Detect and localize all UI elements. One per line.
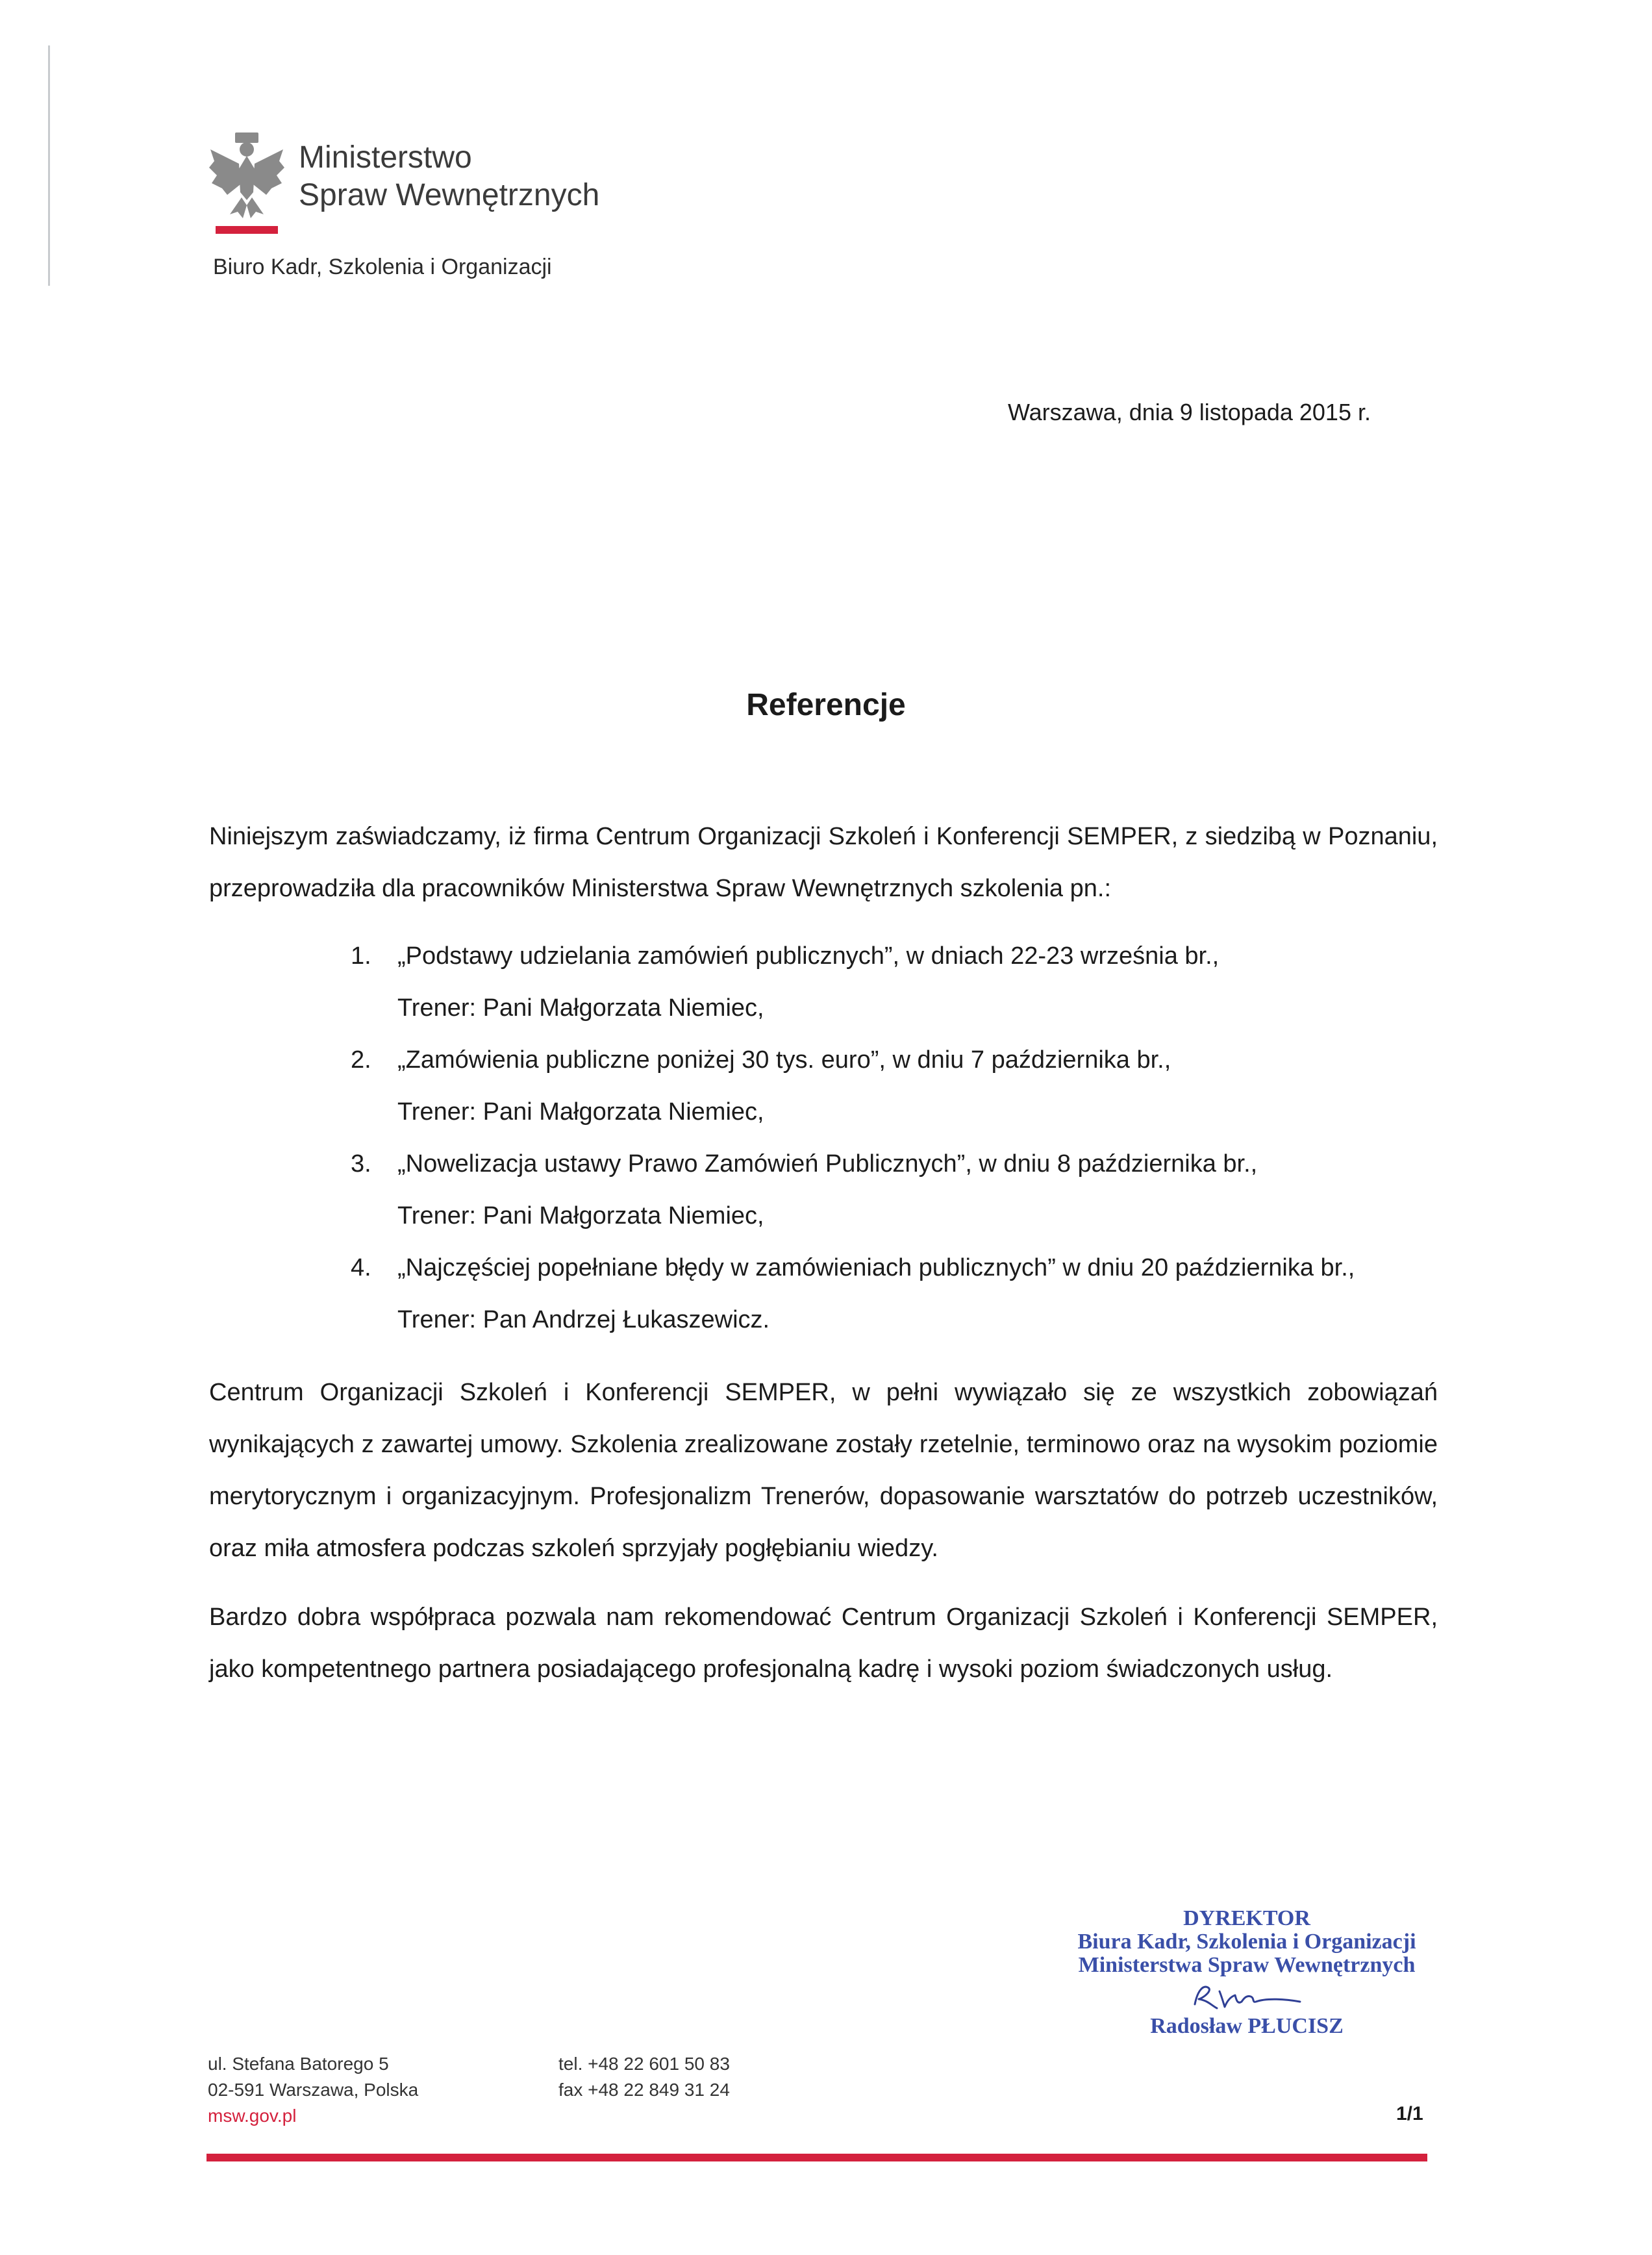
footer-fax: fax +48 22 849 31 24 (558, 2080, 730, 2100)
training-title: „Najczęściej popełniane błędy w zamówieniach publicznych” w dniu 20 października br., (397, 1254, 1355, 1281)
document-title: Referencje (746, 688, 906, 722)
stamp-department: Biura Kadr, Szkolenia i Organizacji (1077, 1930, 1416, 1954)
training-number: 2. (351, 1046, 371, 1074)
training-title: „Podstawy udzielania zamówień publicznych”, w dniach 22-23 września br., (397, 942, 1220, 970)
footer-red-bar (206, 2154, 1427, 2161)
footer-street: ul. Stefana Batorego 5 (208, 2054, 389, 2074)
director-stamp (1026, 1907, 1468, 2038)
training-item (351, 1242, 1455, 1346)
ministry-name-line1: Ministerstwo (299, 140, 472, 175)
stamp-signatory-name: Radosław PŁUCISZ (1150, 2014, 1344, 2038)
training-item (351, 930, 1455, 1034)
page-number: 1/1 (1396, 2103, 1423, 2124)
fulfillment-paragraph: Centrum Organizacji Szkoleń i Konferencji SEMPER, w pełni wywiązało się ze wszystkich zobowiązań wynikających z zawartej umowy. Szkolenia zrealizowane zostały rzetelnie, terminowo oraz na wysokim poziomie merytorycznym i organizacyjnym. Profesjonalizm Trenerów, dopasowanie warsztatów do potrzeb uczestników, oraz miła atmosfera podczas szkoleń sprzyjały pogłębianiu wiedzy. (209, 1379, 1438, 1562)
training-trainer: Trener: Pan Andrzej Łukaszewicz. (397, 1306, 770, 1333)
training-title: „Zamówienia publiczne poniżej 30 tys. euro”, w dniu 7 października br., (397, 1046, 1171, 1074)
training-trainer: Trener: Pani Małgorzata Niemiec, (397, 1202, 764, 1229)
handwritten-signature (1188, 1978, 1305, 2015)
footer-city: 02-591 Warszawa, Polska (208, 2080, 419, 2100)
stamp-ministry: Ministerstwa Spraw Wewnętrznych (1078, 1953, 1416, 1977)
footer-address (208, 2051, 418, 2129)
training-item (351, 1034, 1455, 1138)
footer-contact (558, 2051, 730, 2103)
training-number: 1. (351, 942, 371, 970)
training-list (351, 930, 1455, 1346)
department-name: Biuro Kadr, Szkolenia i Organizacji (213, 255, 552, 279)
footer-phone: tel. +48 22 601 50 83 (558, 2054, 730, 2074)
polish-eagle-icon (208, 130, 286, 221)
training-number: 3. (351, 1150, 371, 1178)
training-number: 4. (351, 1254, 371, 1281)
training-trainer: Trener: Pani Małgorzata Niemiec, (397, 994, 764, 1022)
scan-edge-artifact (48, 45, 50, 286)
footer-website-link[interactable]: msw.gov.pl (208, 2106, 297, 2126)
logo-red-bar (216, 226, 278, 234)
training-item (351, 1138, 1455, 1242)
ministry-name (299, 139, 599, 214)
signature-area (1026, 1977, 1468, 2015)
training-trainer: Trener: Pani Małgorzata Niemiec, (397, 1098, 764, 1126)
date-line: Warszawa, dnia 9 listopada 2015 r. (1008, 399, 1371, 425)
stamp-title: DYREKTOR (1183, 1906, 1310, 1930)
intro-paragraph: Niniejszym zaświadczamy, iż firma Centrum Organizacji Szkoleń i Konferencji SEMPER, z siedzibą w Poznaniu, przeprowadziła dla pracowników Ministerstwa Spraw Wewnętrznych szkolenia pn.: (209, 823, 1438, 902)
recommendation-paragraph: Bardzo dobra współpraca pozwala nam rekomendować Centrum Organizacji Szkoleń i Konferencji SEMPER, jako kompetentnego partnera posiadającego profesjonalną kadrę i wysoki poziom świadczonych usług. (209, 1604, 1438, 1683)
training-title: „Nowelizacja ustawy Prawo Zamówień Publicznych”, w dniu 8 października br., (397, 1150, 1258, 1178)
ministry-name-line2: Spraw Wewnętrznych (299, 178, 600, 212)
